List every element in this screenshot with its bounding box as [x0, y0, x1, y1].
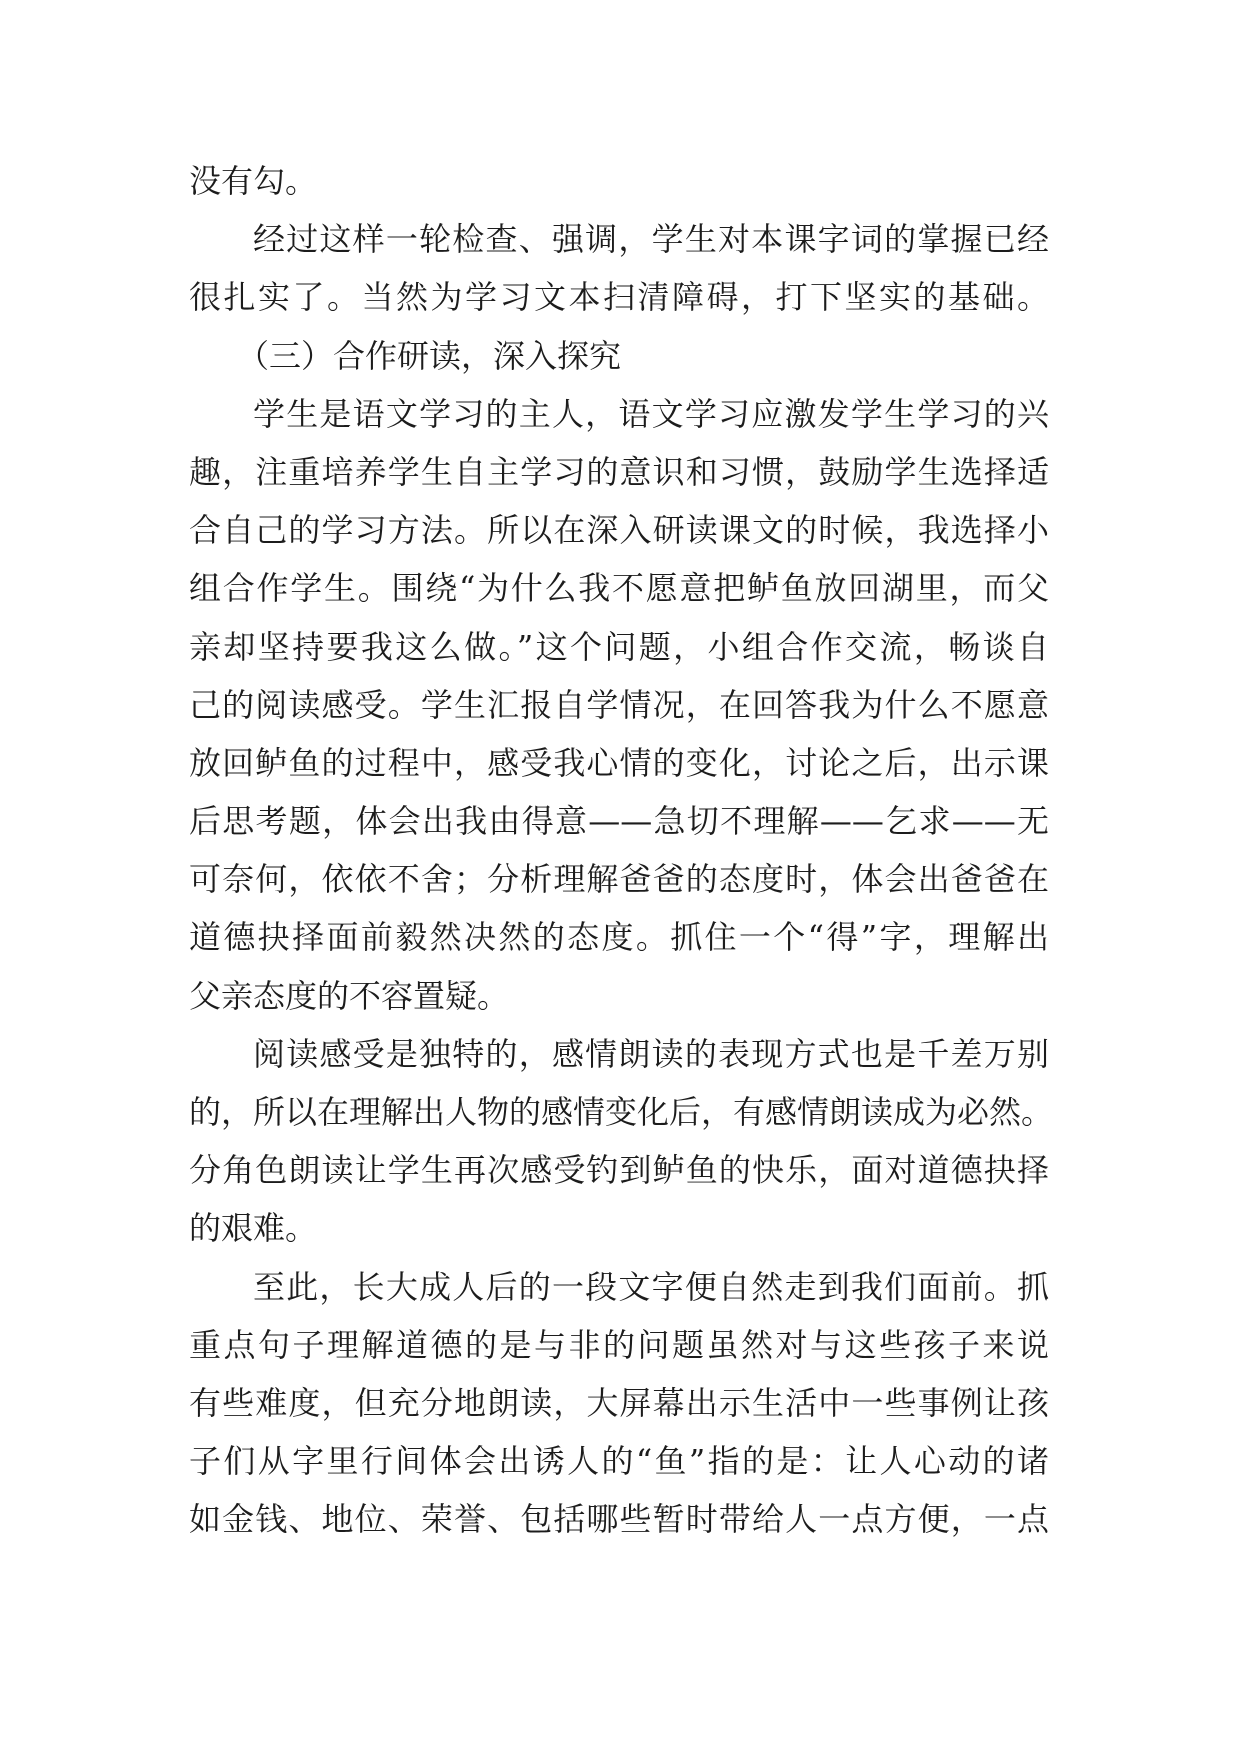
text-line: 有些难度，但充分地朗读，大屏幕出示生活中一些事例让孩: [189, 1383, 1049, 1422]
paragraph-continuation: [189, 152, 1049, 210]
text-line: 可奈何，依依不舍；分析理解爸爸的态度时，体会出爸爸在: [189, 860, 1049, 899]
section-heading: [189, 327, 1049, 385]
paragraph-moral-understanding: [189, 1258, 1049, 1549]
text-line: 经过这样一轮检查、强调，学生对本课字词的掌握已经: [253, 220, 1049, 259]
text-line: 后思考题，体会出我由得意——急切不理解——乞求——无: [189, 802, 1049, 841]
text-line: 没有勾。: [189, 162, 318, 200]
text-line: 如金钱、地位、荣誉、包括哪些暂时带给人一点方便，一点: [189, 1500, 1049, 1539]
text-line: 的，所以在理解出人物的感情变化后，有感情朗读成为必然。: [189, 1093, 1054, 1131]
text-line: 趣，注重培养学生自主学习的意识和习惯，鼓励学生选择适: [189, 452, 1049, 491]
text-line: 组合作学生。围绕“为什么我不愿意把鲈鱼放回湖里，而父: [189, 569, 1049, 608]
text-line: 学生是语文学习的主人，语文学习应激发学生学习的兴: [253, 394, 1049, 433]
text-line: 子们从字里行间体会出诱人的“鱼”指的是：让人心动的诸: [189, 1442, 1049, 1481]
document-page: [189, 152, 1054, 1549]
text-line: 的艰难。: [189, 1209, 318, 1248]
text-line: 亲却坚持要我这么做。”这个问题，小组合作交流，畅谈自: [189, 627, 1049, 666]
text-line: 阅读感受是独特的，感情朗读的表现方式也是千差万别: [253, 1034, 1049, 1073]
text-line: 父亲态度的不容置疑。: [189, 976, 510, 1015]
text-line: 至此，长大成人后的一段文字便自然走到我们面前。抓: [253, 1267, 1049, 1306]
text-line: 合自己的学习方法。所以在深入研读课文的时候，我选择小: [189, 511, 1049, 550]
paragraph-emotional-reading: [189, 1025, 1054, 1258]
text-line: 己的阅读感受。学生汇报自学情况，在回答我为什么不愿意: [189, 685, 1049, 724]
paragraph-cooperative-reading: [189, 385, 1049, 1025]
text-line: 重点句子理解道德的是与非的问题虽然对与这些孩子来说: [189, 1325, 1049, 1364]
paragraph-review-summary: [189, 210, 1049, 326]
text-line: 很扎实了。当然为学习文本扫清障碍，打下坚实的基础。: [189, 278, 1049, 317]
heading-text: （三）合作研读，深入探究: [237, 336, 622, 375]
text-line: 分角色朗读让学生再次感受钓到鲈鱼的快乐，面对道德抉择: [189, 1151, 1049, 1190]
text-line: 放回鲈鱼的过程中，感受我心情的变化，讨论之后，出示课: [189, 743, 1049, 782]
text-line: 道德抉择面前毅然决然的态度。抓住一个“得”字，理解出: [189, 918, 1049, 957]
